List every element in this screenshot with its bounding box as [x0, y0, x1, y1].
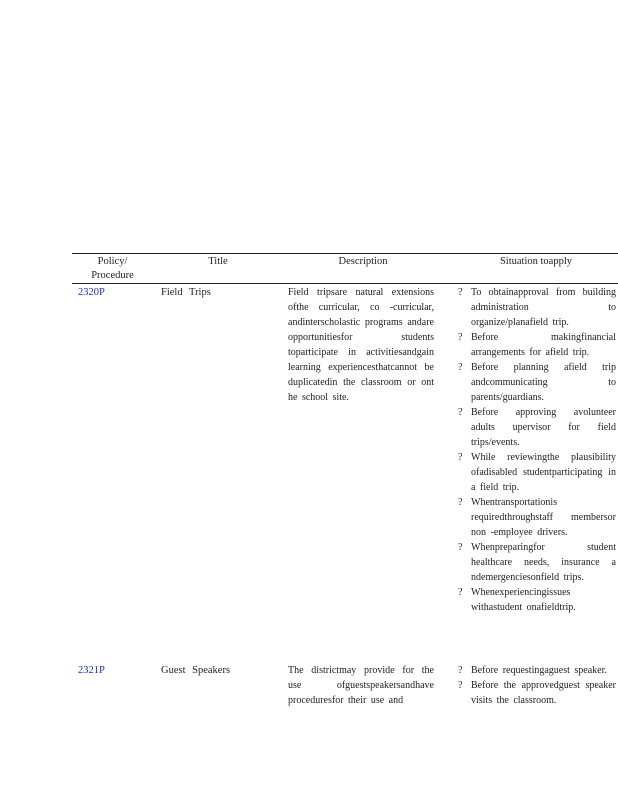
situation-list — [456, 285, 616, 615]
bullet-icon: ? — [458, 452, 463, 463]
situation-text: Whenexperiencingissues withastudent onafieldtrip. — [471, 587, 576, 613]
policy-description: The districtmay provide for the use ofguestspeakersandhave proceduresfor their use and — [288, 665, 434, 706]
bullet-icon: ? — [458, 665, 463, 676]
situation-cell — [456, 663, 616, 708]
situation-item — [456, 663, 616, 678]
situation-item — [456, 405, 616, 450]
situation-text: Before requestingaguest speaker. — [471, 665, 607, 676]
situation-item — [456, 495, 616, 540]
bullet-icon: ? — [458, 287, 463, 298]
policy-title: Guest Speakers — [161, 665, 231, 676]
policy-description: Field tripsare natural extensions ofthe curricular, co -curricular, andinterscholastic programs andare opportunitiesfor students toparticipate in activitiesandgain learning experiencesthatcannot be duplicatedin the classroom or ont he school site. — [288, 287, 434, 403]
situation-item — [456, 330, 616, 360]
policy-code-link[interactable]: 2321P — [78, 665, 105, 676]
header-policy-procedure: Policy/ Procedure — [91, 256, 134, 281]
situation-text: Before approving avolunteer adults upervisor for field trips/events. — [471, 407, 616, 448]
bullet-icon: ? — [458, 407, 463, 418]
situation-text: Before makingfinancial arrangements for afield trip. — [471, 332, 616, 358]
situation-item — [456, 285, 616, 330]
table-top-rule — [72, 253, 618, 254]
situation-text: Whenpreparingfor student healthcare needs, insurance a ndemergenciesonfield trips. — [471, 542, 616, 583]
situation-text: Before the approvedguest speaker visits the classroom. — [471, 680, 616, 706]
situation-text: To obtainapproval from building administration to organize/planafield trip. — [471, 287, 616, 328]
situation-item — [456, 540, 616, 585]
situation-text: Before planning afield trip andcommunicating to parents/guardians. — [471, 362, 616, 403]
situation-item — [456, 450, 616, 495]
bullet-icon: ? — [458, 497, 463, 508]
header-description: Description — [338, 256, 388, 267]
situation-item — [456, 360, 616, 405]
situation-list — [456, 663, 616, 708]
header-situation-to-apply: Situation toapply — [499, 256, 573, 267]
table-header-rule — [72, 283, 618, 284]
header-title: Title — [208, 256, 228, 267]
bullet-icon: ? — [458, 587, 463, 598]
bullet-icon: ? — [458, 362, 463, 373]
situation-item — [456, 585, 616, 615]
bullet-icon: ? — [458, 680, 463, 691]
bullet-icon: ? — [458, 542, 463, 553]
situation-cell — [456, 285, 616, 615]
situation-text: Whentransportationis requiredthroughstaff membersor non -employee drivers. — [471, 497, 616, 538]
policy-title: Field Trips — [161, 287, 211, 298]
bullet-icon: ? — [458, 332, 463, 343]
situation-text: While reviewingthe plausibility ofadisabled studentparticipating in a field trip. — [471, 452, 616, 493]
policy-code-link[interactable]: 2320P — [78, 287, 105, 298]
situation-item — [456, 678, 616, 708]
